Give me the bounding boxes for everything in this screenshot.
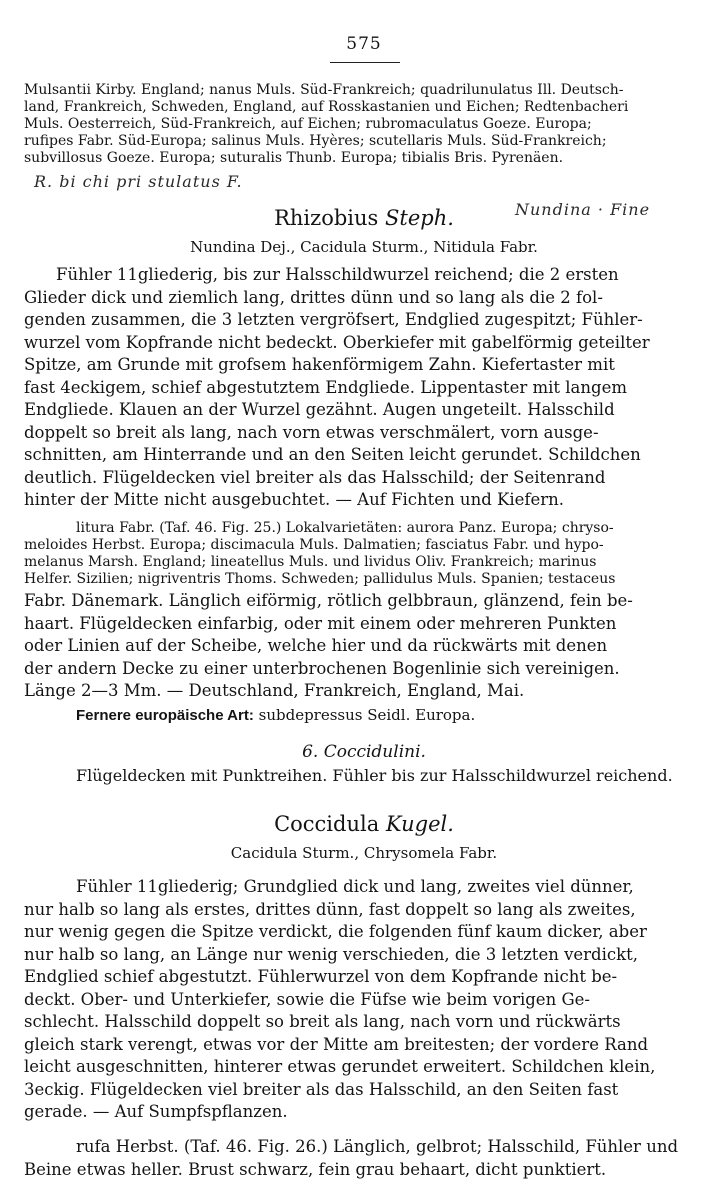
genus-heading-coccidula (24, 812, 704, 836)
description-line: Länge 2—3 Mm. — Deutschland, Frankreich, England, Mai. (24, 681, 525, 700)
genus-synonyms: Cacidula Sturm., Chrysomela Fabr. (230, 844, 498, 862)
handwritten-note-right: Nundina · Fine (515, 200, 651, 219)
page-number: 575 (346, 34, 382, 54)
species-line: land, Frankreich, Schweden, England, auf Rosskastanien und Eichen; Redtenbacheri (24, 99, 629, 115)
further-species-label: Fernere europäische Art: (76, 707, 254, 724)
description-line: haart. Flügeldecken einfarbig, oder mit einem oder mehreren Punkten (24, 613, 617, 633)
species-litura-varieties (24, 520, 704, 588)
description-line: Glieder dick und ziemlich lang, drittes dünn und so lang als die 2 fol- (24, 287, 603, 307)
description-line: fast 4eckigem, schief abgestutztem Endgliede. Lippentaster mit langem (24, 377, 627, 397)
further-species (76, 706, 728, 724)
genus-name: Coccidula (274, 812, 380, 836)
description-line: hinter der Mitte nicht ausgebuchtet. — Auf Fichten und Kiefern. (24, 490, 564, 509)
tribe-description: Flügeldecken mit Punktreihen. Fühler bis zur Halsschildwurzel reichend. (76, 766, 673, 785)
tribe-heading: 6. Coccidulini. (302, 742, 426, 762)
description-line: doppelt so breit als lang, nach vorn etwas verschmälert, vorn ausge- (24, 422, 599, 442)
description-line: nur halb so lang, an Länge nur wenig verschieden, die 3 letzten verdickt, (24, 944, 639, 964)
description-line: 3eckig. Flügeldecken viel breiter als das Halsschild, an den Seiten fast (24, 1079, 619, 1099)
species-line: Muls. Oesterreich, Süd-Frankreich, auf Eichen; rubromaculatus Goeze. Europa; (24, 116, 592, 132)
description-line: Fühler 11gliederig; Grundglied dick und lang, zweites viel dünner, (76, 877, 634, 896)
description-line: gerade. — Auf Sumpfspflanzen. (24, 1102, 288, 1121)
species-litura-description (24, 590, 704, 703)
description-line: schnitten, am Hinterrande und an den Seiten leicht gerundet. Schildchen (24, 445, 641, 464)
description-line: deckt. Ober- und Unterkiefer, sowie die Füfse wie beim vorigen Ge- (24, 989, 590, 1009)
species-line: Helfer. Sizilien; nigriventris Thoms. Schweden; pallidulus Muls. Spanien; testaceus (24, 571, 616, 587)
genus-synonyms: Nundina Dej., Cacidula Sturm., Nitidula Fabr. (190, 238, 538, 256)
species-line: melanus Marsh. England; lineatellus Muls. und lividus Oliv. Frankreich; marinus (24, 554, 597, 570)
genus-description (24, 264, 704, 512)
page-number-rule (330, 62, 400, 63)
description-line: rufa Herbst. (Taf. 46. Fig. 26.) Länglich, gelbrot; Halsschild, Fühler und (76, 1137, 679, 1156)
description-line: schlecht. Halsschild doppelt so breit als lang, nach vorn und rückwärts (24, 1012, 621, 1031)
species-line: meloides Herbst. Europa; discimacula Muls. Dalmatien; fasciatus Fabr. und hypo- (24, 537, 604, 553)
description-line: Spitze, am Grunde mit grofsem hakenförmigem Zahn. Kiefertaster mit (24, 355, 615, 374)
description-line: Fabr. Dänemark. Länglich eiförmig, rötlich gelbbraun, glänzend, fein be- (24, 591, 633, 610)
description-line: Endglied schief abgestutzt. Fühlerwurzel von dem Kopfrande nicht be- (24, 967, 618, 986)
description-line: nur halb so lang als erstes, drittes dünn, fast doppelt so lang als zweites, (24, 899, 636, 919)
description-line: Fühler 11gliederig, bis zur Halsschildwurzel reichend; die 2 ersten (56, 265, 619, 284)
description-line: wurzel vom Kopfrande nicht bedeckt. Oberkiefer mit gabelförmig geteilter (24, 332, 650, 352)
previous-species-list (24, 82, 704, 167)
species-line: subvillosus Goeze. Europa; suturalis Thunb. Europa; tibialis Bris. Pyrenäen. (24, 150, 564, 166)
genus-author: Steph. (385, 206, 454, 230)
species-line: Mulsantii Kirby. England; nanus Muls. Süd-Frankreich; quadrilunulatus Ill. Deutsch- (24, 82, 624, 98)
description-line: nur wenig gegen die Spitze verdickt, die folgenden fünf kaum dicker, aber (24, 922, 647, 941)
genus-heading-rhizobius (24, 206, 704, 230)
species-line: rufipes Fabr. Süd-Europa; salinus Muls. Hyères; scutellaris Muls. Süd-Frankreich; (24, 133, 607, 149)
description-line: oder Linien auf der Scheibe, welche hier und da rückwärts mit denen (24, 636, 608, 655)
handwritten-note-left: R. bi chi pri stulatus F. (34, 172, 243, 191)
species-line: litura Fabr. (Taf. 46. Fig. 25.) Lokalvarietäten: aurora Panz. Europa; chryso- (76, 520, 614, 536)
further-species-text: subdepressus Seidl. Europa. (258, 706, 476, 724)
description-line: genden zusammen, die 3 letzten vergröfsert, Endglied zugespitzt; Fühler- (24, 310, 643, 329)
description-line: Endgliede. Klauen an der Wurzel gezähnt. Augen ungeteilt. Halsschild (24, 400, 615, 419)
genus-description (24, 876, 704, 1124)
description-line: deutlich. Flügeldecken viel breiter als das Halsschild; der Seitenrand (24, 467, 606, 487)
description-line: leicht ausgeschnitten, hinterer etwas gerundet erweitert. Schildchen klein, (24, 1057, 656, 1076)
genus-name: Rhizobius (274, 206, 379, 230)
species-rufa (24, 1136, 704, 1181)
description-line: der andern Decke zu einer unterbrochenen Bogenlinie sich vereinigen. (24, 658, 620, 678)
genus-author: Kugel. (385, 812, 454, 836)
description-line: Beine etwas heller. Brust schwarz, fein grau behaart, dicht punktiert. (24, 1159, 607, 1179)
description-line: gleich stark verengt, etwas vor der Mitte am breitesten; der vordere Rand (24, 1034, 649, 1054)
